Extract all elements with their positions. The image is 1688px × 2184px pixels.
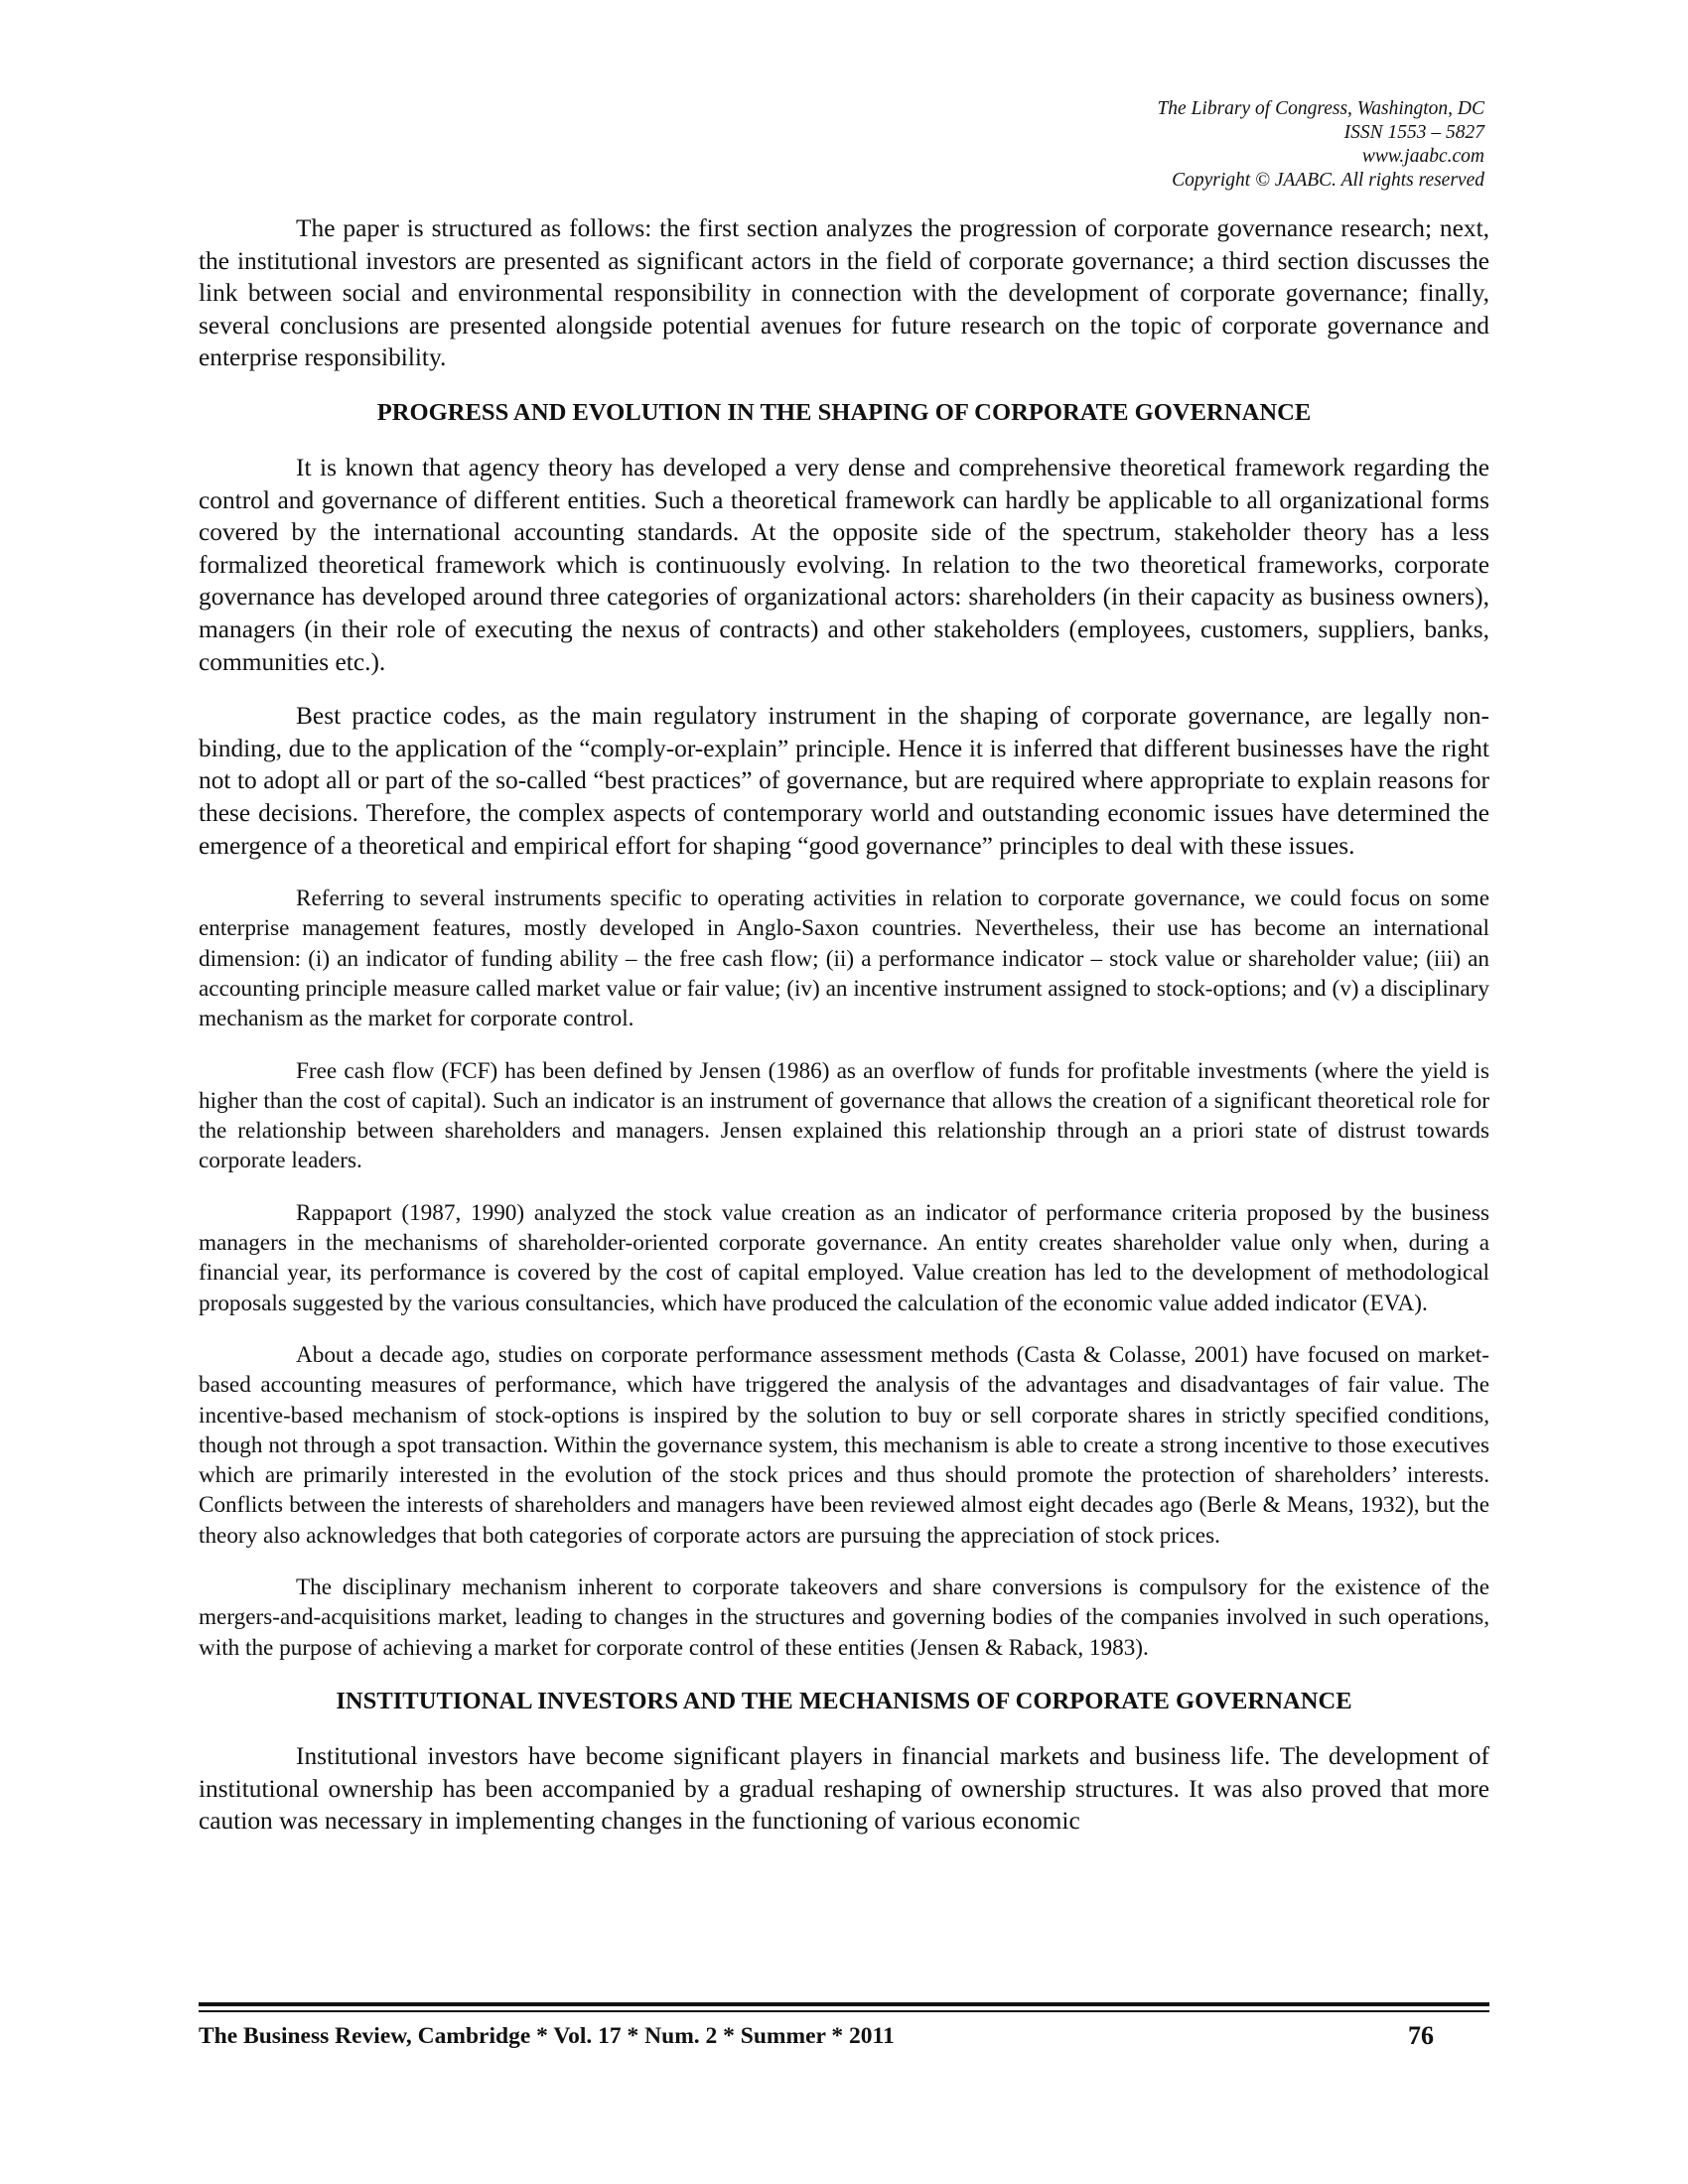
paragraph-instruments: Referring to several instruments specific to operating activities in relation to corporate governance, we could focus on some enterprise management features, mostly developed in Anglo-Saxon countries. Nevertheless, their use has become an international dimension: (i) an indicator of funding ability – the free cash flow; (ii) a performance indicator – stock value or shareholder value; (iii) an accounting principle measure called market value or fair value; (iv) an incentive instrument assigned to stock-options; and (v) a disciplinary mechanism as the market for corporate control. — [199, 886, 1489, 1032]
header-issn-line: ISSN 1553 – 5827 — [1343, 122, 1484, 143]
footer-rule-thin — [199, 2010, 1489, 2012]
header-website-line: www.jaabc.com — [1361, 146, 1484, 167]
section-heading-progress-evolution: PROGRESS AND EVOLUTION IN THE SHAPING OF CORPORATE GOVERNANCE — [376, 398, 1312, 426]
paragraph-best-practice-codes: Best practice codes, as the main regulatory instrument in the shaping of corporate governance, are legally non-binding, due to the application of the “comply-or-explain” principle. Hence it is inferred that different businesses have the right not to adopt all or part of the so-called “best practices” of governance, but are required where appropriate to explain reasons for these decisions. Therefore, the complex aspects of contemporary world and outstanding economic issues have determined the emergence of a theoretical and empirical effort for shaping “good governance” principles to deal with these issues. — [199, 702, 1489, 860]
page-number: 76 — [1408, 2021, 1434, 2050]
article-body — [199, 212, 1489, 1838]
header-library-line: The Library of Congress, Washington, DC — [1157, 98, 1484, 119]
paragraph-institutional-investors: Institutional investors have become significant players in financial markets and business life. The development of institutional ownership has been accompanied by a gradual reshaping of ownership structures. It was also proved that more caution was necessary in implementing changes in the functioning of various economic — [199, 1741, 1489, 1836]
footer-journal-citation: The Business Review, Cambridge * Vol. 17 * Num. 2 * Summer * 2011 — [199, 2023, 895, 2049]
paragraph-free-cash-flow: Free cash flow (FCF) has been defined by Jensen (1986) as an overflow of funds for profitable investments (where the yield is higher than the cost of capital). Such an indicator is an instrument of governance that allows the creation of a significant theoretical role for the relationship between shareholders and managers. Jensen explained this relationship through an a priori state of distrust towards corporate leaders. — [199, 1057, 1489, 1174]
paragraph-agency-theory: It is known that agency theory has developed a very dense and comprehensive theoretical framework regarding the control and governance of different entities. Such a theoretical framework can hardly be applicable to all organizational forms covered by the international accounting standards. At the opposite side of the spectrum, stakeholder theory has a less formalized theoretical framework which is continuously evolving. In relation to the two theoretical frameworks, corporate governance has developed around three categories of organizational actors: shareholders (in their capacity as business owners), managers (in their role of executing the nexus of contracts) and other stakeholders (employees, customers, suppliers, banks, communities etc.). — [199, 453, 1489, 676]
paragraph-performance-assessment: About a decade ago, studies on corporate performance assessment methods (Casta & Colasse, 2001) have focused on market-based accounting measures of performance, which have triggered the analysis of the advantages and disadvantages of fair value. The incentive-based mechanism of stock-options is inspired by the solution to buy or sell corporate shares in strictly specified conditions, though not through a spot transaction. Within the governance system, this mechanism is able to create a strong incentive to those executives which are primarily interested in the evolution of the stock prices and thus should promote the protection of shareholders’ interests. Conflicts between the interests of shareholders and managers have been reviewed almost eight decades ago (Berle & Means, 1932), but the theory also acknowledges that both categories of corporate actors are pursuing the appreciation of stock prices. — [199, 1341, 1489, 1549]
paragraph-disciplinary-mechanism: The disciplinary mechanism inherent to corporate takeovers and share conversions is compulsory for the existence of the mergers-and-acquisitions market, leading to changes in the structures and governing bodies of the companies involved in such operations, with the purpose of achieving a market for corporate control of these entities (Jensen & Raback, 1983). — [199, 1574, 1489, 1661]
intro-paragraph: The paper is structured as follows: the first section analyzes the progression of corporate governance research; next, the institutional investors are presented as significant actors in the field of corporate governance; a third section discusses the link between social and environmental responsibility in connection with the development of corporate governance; finally, several conclusions are presented alongside potential avenues for future research on the topic of corporate governance and enterprise responsibility. — [199, 214, 1489, 372]
page-header — [789, 97, 1484, 193]
paragraph-rappaport: Rappaport (1987, 1990) analyzed the stock value creation as an indicator of performance criteria proposed by the business managers in the mechanisms of shareholder-oriented corporate governance. An entity creates shareholder value only when, during a financial year, its performance is covered by the cost of capital employed. Value creation has led to the development of methodological proposals suggested by the various consultancies, which have produced the calculation of the economic value added indicator (EVA). — [199, 1199, 1489, 1316]
section-heading-institutional-investors: INSTITUTIONAL INVESTORS AND THE MECHANISMS OF CORPORATE GOVERNANCE — [336, 1687, 1352, 1714]
footer-rule-thick — [199, 2002, 1489, 2006]
header-copyright-line: Copyright © JAABC. All rights reserved — [1172, 170, 1484, 191]
